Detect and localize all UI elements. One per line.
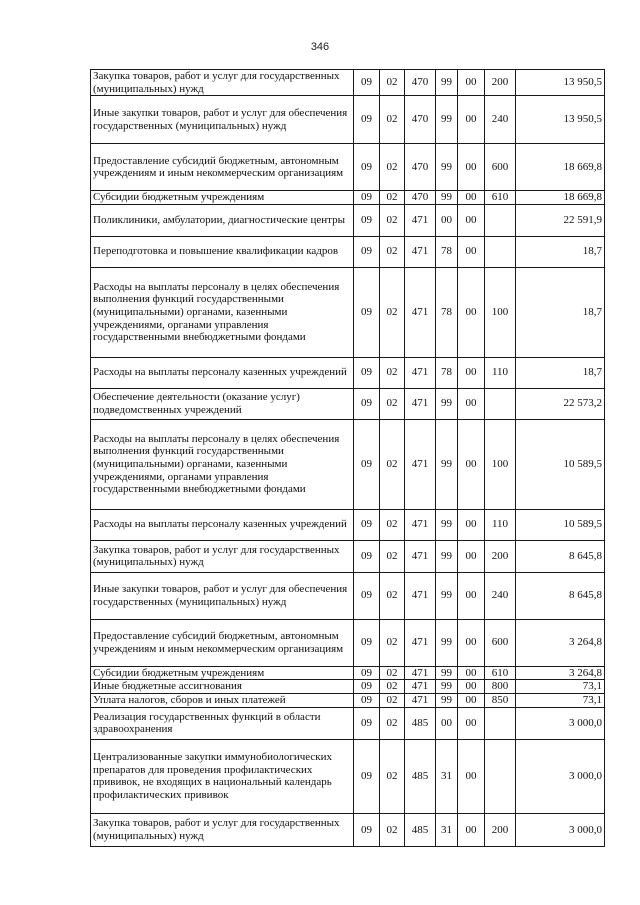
table-row — [91, 357, 605, 388]
row-rz-cell: 09 — [354, 813, 380, 846]
row-prz-cell: 02 — [380, 739, 405, 813]
row-vr-cell: 600 — [485, 144, 516, 191]
row-code1-cell: 485 — [405, 739, 436, 813]
table-row — [91, 70, 605, 96]
row-vr-cell — [485, 707, 516, 739]
table-row — [91, 540, 605, 572]
row-rz-cell: 09 — [354, 540, 380, 572]
row-amount-cell: 18,7 — [516, 357, 605, 388]
row-code1-cell: 485 — [405, 813, 436, 846]
row-prz-cell: 02 — [380, 619, 405, 666]
row-vr-cell: 200 — [485, 813, 516, 846]
row-prz-cell: 02 — [380, 540, 405, 572]
row-vr-cell — [485, 388, 516, 419]
row-code3-cell: 00 — [458, 144, 485, 191]
row-prz-cell: 02 — [380, 191, 405, 205]
row-code1-cell: 471 — [405, 540, 436, 572]
row-prz-cell: 02 — [380, 70, 405, 96]
row-code2-cell: 31 — [436, 813, 458, 846]
row-prz-cell: 02 — [380, 509, 405, 540]
row-name-cell: Реализация государственных функций в области здравоохранения — [91, 707, 354, 739]
row-code2-cell: 99 — [436, 419, 458, 509]
row-rz-cell: 09 — [354, 267, 380, 357]
row-code1-cell: 470 — [405, 70, 436, 96]
row-prz-cell: 02 — [380, 666, 405, 680]
row-amount-cell: 22 591,9 — [516, 204, 605, 236]
row-name-cell: Переподготовка и повышение квалификации кадров — [91, 236, 354, 267]
row-vr-cell: 240 — [485, 96, 516, 144]
row-code2-cell: 99 — [436, 144, 458, 191]
row-code3-cell: 00 — [458, 619, 485, 666]
table-row — [91, 707, 605, 739]
row-prz-cell: 02 — [380, 236, 405, 267]
row-name-cell: Закупка товаров, работ и услуг для государственных (муниципальных) нужд — [91, 70, 354, 96]
row-code3-cell: 00 — [458, 572, 485, 619]
row-code3-cell: 00 — [458, 388, 485, 419]
row-name-cell: Иные бюджетные ассигнования — [91, 680, 354, 694]
row-amount-cell: 3 264,8 — [516, 619, 605, 666]
row-rz-cell: 09 — [354, 693, 380, 707]
row-code2-cell: 99 — [436, 70, 458, 96]
row-code3-cell: 00 — [458, 96, 485, 144]
row-vr-cell: 610 — [485, 666, 516, 680]
row-rz-cell: 09 — [354, 70, 380, 96]
budget-table — [90, 69, 605, 847]
row-code3-cell: 00 — [458, 666, 485, 680]
table-row — [91, 680, 605, 694]
row-vr-cell: 100 — [485, 419, 516, 509]
table-row — [91, 96, 605, 144]
row-code3-cell: 00 — [458, 509, 485, 540]
row-code3-cell: 00 — [458, 236, 485, 267]
row-code2-cell: 99 — [436, 191, 458, 205]
row-vr-cell: 110 — [485, 357, 516, 388]
row-name-cell: Иные закупки товаров, работ и услуг для обеспечения государственных (муниципальных) нужд — [91, 572, 354, 619]
row-code2-cell: 78 — [436, 357, 458, 388]
row-code2-cell: 99 — [436, 388, 458, 419]
row-code2-cell: 99 — [436, 540, 458, 572]
row-name-cell: Расходы на выплаты персоналу в целях обеспечения выполнения функций государственными (муниципальными) органами, казенными учреждениями, органами управления государственными внебюджетными фондами — [91, 419, 354, 509]
row-code1-cell: 471 — [405, 388, 436, 419]
table-row — [91, 191, 605, 205]
row-code1-cell: 471 — [405, 267, 436, 357]
row-code2-cell: 00 — [436, 707, 458, 739]
row-amount-cell: 3 000,0 — [516, 739, 605, 813]
row-name-cell: Расходы на выплаты персоналу казенных учреждений — [91, 357, 354, 388]
row-name-cell: Закупка товаров, работ и услуг для государственных (муниципальных) нужд — [91, 540, 354, 572]
row-code1-cell: 471 — [405, 572, 436, 619]
row-amount-cell: 3 264,8 — [516, 666, 605, 680]
row-name-cell: Предоставление субсидий бюджетным, автономным учреждениям и иным некоммерческим организациям — [91, 619, 354, 666]
table-row — [91, 739, 605, 813]
row-amount-cell: 18 669,8 — [516, 144, 605, 191]
row-amount-cell: 18,7 — [516, 236, 605, 267]
row-code1-cell: 471 — [405, 666, 436, 680]
row-vr-cell: 800 — [485, 680, 516, 694]
row-code1-cell: 471 — [405, 619, 436, 666]
row-name-cell: Субсидии бюджетным учреждениям — [91, 666, 354, 680]
row-name-cell: Обеспечение деятельности (оказание услуг) подведомственных учреждений — [91, 388, 354, 419]
row-code2-cell: 78 — [436, 236, 458, 267]
row-code1-cell: 471 — [405, 236, 436, 267]
row-code1-cell: 485 — [405, 707, 436, 739]
row-rz-cell: 09 — [354, 707, 380, 739]
row-code2-cell: 78 — [436, 267, 458, 357]
row-prz-cell: 02 — [380, 267, 405, 357]
row-amount-cell: 18 669,8 — [516, 191, 605, 205]
row-code1-cell: 470 — [405, 191, 436, 205]
row-name-cell: Уплата налогов, сборов и иных платежей — [91, 693, 354, 707]
row-amount-cell: 8 645,8 — [516, 540, 605, 572]
table-row — [91, 419, 605, 509]
row-name-cell: Централизованные закупки иммунобиологических препаратов для проведения профилактических прививок, не входящих в национальный календарь профилактических прививок — [91, 739, 354, 813]
row-prz-cell: 02 — [380, 96, 405, 144]
row-vr-cell: 850 — [485, 693, 516, 707]
row-code3-cell: 00 — [458, 357, 485, 388]
row-amount-cell: 73,1 — [516, 680, 605, 694]
row-code1-cell: 471 — [405, 357, 436, 388]
row-name-cell: Расходы на выплаты персоналу в целях обеспечения выполнения функций государственными (муниципальными) органами, казенными учреждениями, органами управления государственными внебюджетными фондами — [91, 267, 354, 357]
row-code3-cell: 00 — [458, 204, 485, 236]
row-code1-cell: 470 — [405, 144, 436, 191]
table-row — [91, 813, 605, 846]
row-prz-cell: 02 — [380, 357, 405, 388]
row-rz-cell: 09 — [354, 509, 380, 540]
row-name-cell: Расходы на выплаты персоналу казенных учреждений — [91, 509, 354, 540]
row-vr-cell — [485, 739, 516, 813]
row-code1-cell: 471 — [405, 680, 436, 694]
table-row — [91, 204, 605, 236]
row-amount-cell: 3 000,0 — [516, 813, 605, 846]
row-code2-cell: 00 — [436, 204, 458, 236]
row-rz-cell: 09 — [354, 96, 380, 144]
row-code2-cell: 99 — [436, 680, 458, 694]
row-amount-cell: 18,7 — [516, 267, 605, 357]
row-code3-cell: 00 — [458, 540, 485, 572]
row-code1-cell: 470 — [405, 96, 436, 144]
row-code2-cell: 99 — [436, 666, 458, 680]
row-code2-cell: 99 — [436, 572, 458, 619]
row-rz-cell: 09 — [354, 144, 380, 191]
row-code3-cell: 00 — [458, 707, 485, 739]
row-vr-cell — [485, 204, 516, 236]
row-prz-cell: 02 — [380, 388, 405, 419]
row-code2-cell: 99 — [436, 693, 458, 707]
row-rz-cell: 09 — [354, 739, 380, 813]
row-prz-cell: 02 — [380, 693, 405, 707]
row-prz-cell: 02 — [380, 707, 405, 739]
row-code3-cell: 00 — [458, 813, 485, 846]
row-code3-cell: 00 — [458, 680, 485, 694]
row-prz-cell: 02 — [380, 572, 405, 619]
table-row — [91, 572, 605, 619]
row-prz-cell: 02 — [380, 680, 405, 694]
row-name-cell: Поликлиники, амбулатории, диагностические центры — [91, 204, 354, 236]
table-row — [91, 144, 605, 191]
row-amount-cell: 8 645,8 — [516, 572, 605, 619]
row-rz-cell: 09 — [354, 191, 380, 205]
row-code1-cell: 471 — [405, 204, 436, 236]
row-code2-cell: 99 — [436, 96, 458, 144]
row-amount-cell: 10 589,5 — [516, 419, 605, 509]
row-rz-cell: 09 — [354, 572, 380, 619]
row-amount-cell: 13 950,5 — [516, 70, 605, 96]
row-code3-cell: 00 — [458, 191, 485, 205]
row-code2-cell: 99 — [436, 619, 458, 666]
table-row — [91, 267, 605, 357]
row-amount-cell: 10 589,5 — [516, 509, 605, 540]
row-code3-cell: 00 — [458, 419, 485, 509]
row-rz-cell: 09 — [354, 388, 380, 419]
row-prz-cell: 02 — [380, 144, 405, 191]
row-code3-cell: 00 — [458, 267, 485, 357]
row-vr-cell: 240 — [485, 572, 516, 619]
row-rz-cell: 09 — [354, 680, 380, 694]
table-row — [91, 509, 605, 540]
row-code3-cell: 00 — [458, 739, 485, 813]
row-vr-cell: 200 — [485, 540, 516, 572]
row-code1-cell: 471 — [405, 693, 436, 707]
row-prz-cell: 02 — [380, 204, 405, 236]
table-row — [91, 666, 605, 680]
row-vr-cell: 110 — [485, 509, 516, 540]
row-name-cell: Субсидии бюджетным учреждениям — [91, 191, 354, 205]
row-name-cell: Закупка товаров, работ и услуг для государственных (муниципальных) нужд — [91, 813, 354, 846]
row-code3-cell: 00 — [458, 70, 485, 96]
page-number: 346 — [310, 41, 330, 53]
table-row — [91, 619, 605, 666]
row-amount-cell: 73,1 — [516, 693, 605, 707]
row-code2-cell: 31 — [436, 739, 458, 813]
row-rz-cell: 09 — [354, 357, 380, 388]
row-vr-cell: 200 — [485, 70, 516, 96]
row-code1-cell: 471 — [405, 509, 436, 540]
row-rz-cell: 09 — [354, 236, 380, 267]
row-vr-cell: 600 — [485, 619, 516, 666]
row-name-cell: Предоставление субсидий бюджетным, автономным учреждениям и иным некоммерческим организациям — [91, 144, 354, 191]
row-vr-cell — [485, 236, 516, 267]
row-code3-cell: 00 — [458, 693, 485, 707]
row-rz-cell: 09 — [354, 666, 380, 680]
row-rz-cell: 09 — [354, 419, 380, 509]
row-vr-cell: 610 — [485, 191, 516, 205]
row-rz-cell: 09 — [354, 619, 380, 666]
row-amount-cell: 22 573,2 — [516, 388, 605, 419]
table-row — [91, 236, 605, 267]
row-prz-cell: 02 — [380, 813, 405, 846]
row-code1-cell: 471 — [405, 419, 436, 509]
table-row — [91, 388, 605, 419]
row-code2-cell: 99 — [436, 509, 458, 540]
row-amount-cell: 3 000,0 — [516, 707, 605, 739]
table-row — [91, 693, 605, 707]
row-rz-cell: 09 — [354, 204, 380, 236]
row-vr-cell: 100 — [485, 267, 516, 357]
row-name-cell: Иные закупки товаров, работ и услуг для обеспечения государственных (муниципальных) нужд — [91, 96, 354, 144]
row-prz-cell: 02 — [380, 419, 405, 509]
row-amount-cell: 13 950,5 — [516, 96, 605, 144]
